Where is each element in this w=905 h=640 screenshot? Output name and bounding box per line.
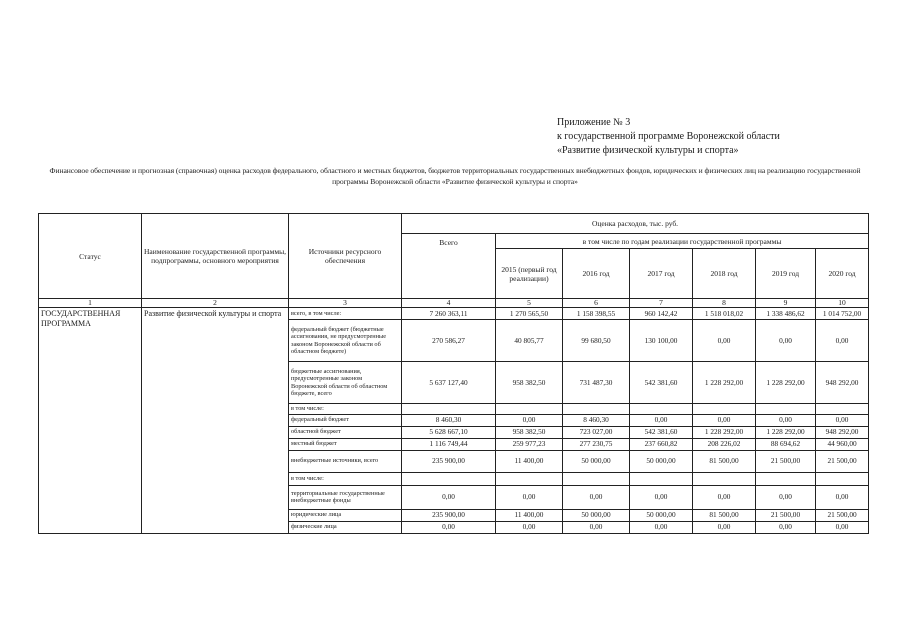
total-value: 5 637 127,40 [402, 362, 496, 404]
column-index-7: 7 [630, 299, 693, 308]
year-value: 0,00 [693, 414, 756, 426]
year-value [563, 472, 630, 485]
header-year-2: 2016 год [563, 249, 630, 299]
funding-source: бюджетные ассигнования, предусмотренные законом Воронежской области об областном бюджете, всего [289, 362, 402, 404]
year-value: 0,00 [630, 414, 693, 426]
year-value: 960 142,42 [630, 308, 693, 320]
program-status: ГОСУДАРСТВЕННАЯ ПРОГРАММА [39, 308, 142, 534]
year-value: 8 460,30 [563, 414, 630, 426]
year-value: 1 338 486,62 [756, 308, 816, 320]
year-value: 81 500,00 [693, 509, 756, 521]
year-value: 44 960,00 [816, 438, 869, 450]
year-value: 0,00 [756, 521, 816, 533]
column-index-2: 2 [142, 299, 289, 308]
year-value: 50 000,00 [630, 450, 693, 472]
year-value: 1 158 398,55 [563, 308, 630, 320]
total-value: 235 900,00 [402, 450, 496, 472]
year-value: 21 500,00 [756, 450, 816, 472]
year-value: 0,00 [630, 521, 693, 533]
column-index-1: 1 [39, 299, 142, 308]
year-value: 1 270 565,50 [496, 308, 563, 320]
year-value: 958 382,50 [496, 426, 563, 438]
funding-source: всего, в том числе: [289, 308, 402, 320]
document-caption: Финансовое обеспечение и прогнозная (справочная) оценка расходов федерального, областного и местных бюджетов, бюджетов территориальных государственных внебюджетных фондов, юридических и физических лиц на реализацию государственной программы Воронежской области «Развитие физической культуры и спорта» [49, 166, 861, 186]
funding-source: местный бюджет [289, 438, 402, 450]
year-value: 0,00 [630, 485, 693, 509]
year-value: 1 228 292,00 [693, 426, 756, 438]
year-value [756, 472, 816, 485]
financing-table [38, 213, 869, 534]
year-value [816, 404, 869, 415]
year-value: 0,00 [563, 521, 630, 533]
year-value: 0,00 [496, 521, 563, 533]
year-value: 1 228 292,00 [756, 426, 816, 438]
year-value: 208 226,02 [693, 438, 756, 450]
year-value: 948 292,00 [816, 426, 869, 438]
year-value: 50 000,00 [563, 450, 630, 472]
total-value: 0,00 [402, 521, 496, 533]
funding-source: федеральный бюджет (бюджетные ассигнования, не предусмотренные законом Воронежской области об областном бюджете) [289, 320, 402, 362]
appendix-program-title: «Развитие физической культуры и спорта» [557, 145, 739, 156]
year-value [756, 404, 816, 415]
year-value: 277 230,75 [563, 438, 630, 450]
year-value: 0,00 [693, 485, 756, 509]
column-index-9: 9 [756, 299, 816, 308]
header-year-4: 2018 год [693, 249, 756, 299]
total-value: 8 460,30 [402, 414, 496, 426]
year-value [693, 472, 756, 485]
year-value: 0,00 [816, 320, 869, 362]
year-value: 0,00 [693, 521, 756, 533]
column-index-10: 10 [816, 299, 869, 308]
appendix-program-ref: к государственной программе Воронежской области [557, 131, 780, 142]
year-value: 723 027,00 [563, 426, 630, 438]
table-row [39, 308, 869, 320]
year-value: 1 014 752,00 [816, 308, 869, 320]
year-value: 130 100,00 [630, 320, 693, 362]
column-index-6: 6 [563, 299, 630, 308]
funding-source: в том числе: [289, 404, 402, 415]
program-name: Развитие физической культуры и спорта [142, 308, 289, 534]
year-value: 0,00 [756, 414, 816, 426]
total-value: 5 628 667,10 [402, 426, 496, 438]
header-by-years: в том числе по годам реализации государственной программы [496, 234, 869, 249]
year-value: 0,00 [756, 485, 816, 509]
year-value [816, 472, 869, 485]
total-value: 0,00 [402, 485, 496, 509]
year-value: 99 680,50 [563, 320, 630, 362]
header-estimate: Оценка расходов, тыс. руб. [402, 214, 869, 234]
total-value: 235 900,00 [402, 509, 496, 521]
header-year-6: 2020 год [816, 249, 869, 299]
appendix-number: Приложение № 3 [557, 117, 631, 128]
column-index-5: 5 [496, 299, 563, 308]
year-value: 542 381,60 [630, 426, 693, 438]
year-value: 81 500,00 [693, 450, 756, 472]
year-value: 88 694,62 [756, 438, 816, 450]
year-value: 0,00 [816, 485, 869, 509]
funding-source: областной бюджет [289, 426, 402, 438]
total-value: 270 586,27 [402, 320, 496, 362]
year-value: 731 487,30 [563, 362, 630, 404]
total-value: 1 116 749,44 [402, 438, 496, 450]
year-value: 259 977,23 [496, 438, 563, 450]
year-value: 237 660,82 [630, 438, 693, 450]
year-value: 1 518 018,02 [693, 308, 756, 320]
year-value: 0,00 [496, 414, 563, 426]
year-value [496, 472, 563, 485]
year-value [496, 404, 563, 415]
year-value: 948 292,00 [816, 362, 869, 404]
appendix-header [557, 116, 780, 158]
year-value: 50 000,00 [630, 509, 693, 521]
year-value: 50 000,00 [563, 509, 630, 521]
total-value [402, 404, 496, 415]
year-value [630, 472, 693, 485]
year-value: 0,00 [816, 414, 869, 426]
total-value [402, 472, 496, 485]
year-value [630, 404, 693, 415]
funding-source: физические лица [289, 521, 402, 533]
year-value: 0,00 [816, 521, 869, 533]
header-program-name: Наименование государственной программы, подпрограммы, основного мероприятия [142, 214, 289, 299]
header-year-3: 2017 год [630, 249, 693, 299]
year-value: 958 382,50 [496, 362, 563, 404]
funding-source: в том числе: [289, 472, 402, 485]
year-value [563, 404, 630, 415]
year-value: 0,00 [496, 485, 563, 509]
header-status: Статус [39, 214, 142, 299]
year-value: 11 400,00 [496, 450, 563, 472]
column-index-8: 8 [693, 299, 756, 308]
header-year-5: 2019 год [756, 249, 816, 299]
year-value: 0,00 [563, 485, 630, 509]
header-source: Источники ресурсного обеспечения [289, 214, 402, 299]
funding-source: территориальные государственные внебюджетные фонды [289, 485, 402, 509]
header-year-1: 2015 (первый год реализации) [496, 249, 563, 299]
year-value [693, 404, 756, 415]
year-value: 0,00 [756, 320, 816, 362]
funding-source: федеральный бюджет [289, 414, 402, 426]
funding-source: юридические лица [289, 509, 402, 521]
year-value: 21 500,00 [816, 450, 869, 472]
year-value: 1 228 292,00 [693, 362, 756, 404]
year-value: 1 228 292,00 [756, 362, 816, 404]
column-index-4: 4 [402, 299, 496, 308]
year-value: 21 500,00 [816, 509, 869, 521]
header-total: Всего [402, 234, 496, 299]
funding-source: внебюджетные источники, всего [289, 450, 402, 472]
total-value: 7 260 363,11 [402, 308, 496, 320]
year-value: 0,00 [693, 320, 756, 362]
column-index-3: 3 [289, 299, 402, 308]
year-value: 21 500,00 [756, 509, 816, 521]
year-value: 11 400,00 [496, 509, 563, 521]
year-value: 542 381,60 [630, 362, 693, 404]
year-value: 40 805,77 [496, 320, 563, 362]
